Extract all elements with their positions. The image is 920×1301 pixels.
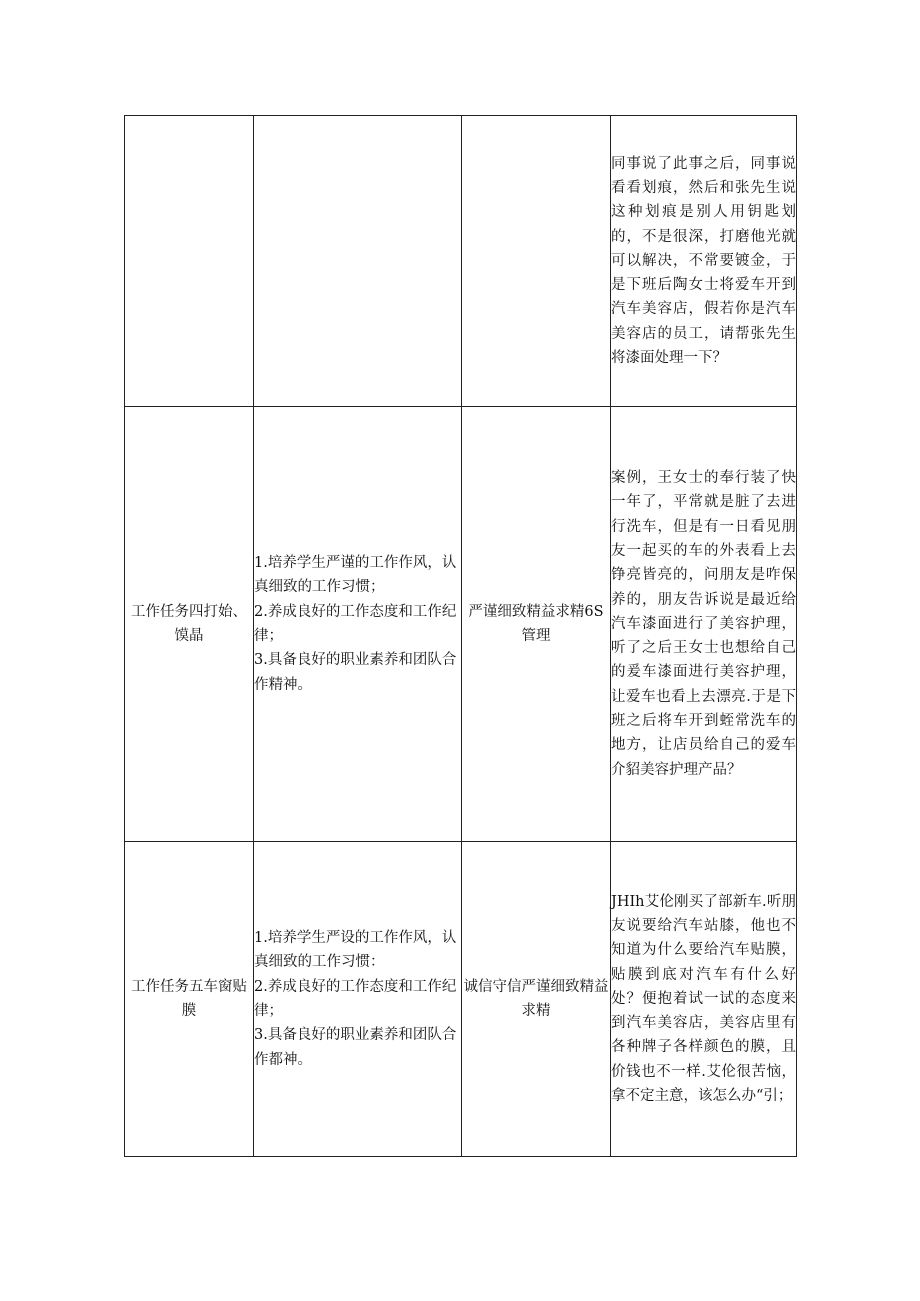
quality-cell bbox=[462, 116, 611, 407]
goal-cell bbox=[254, 842, 462, 1157]
goal-cell bbox=[254, 407, 462, 842]
goal-item: 1.培养学生严设的工作作风，认真细致的工作习惯： bbox=[254, 930, 457, 971]
task-cell bbox=[125, 116, 254, 407]
table-row bbox=[125, 842, 797, 1157]
goal-item: 1.培养学生严谨的工作作风，认真细致的工作习惯； bbox=[254, 555, 457, 596]
curriculum-table bbox=[124, 115, 797, 1157]
quality-cell: 严谨细致精益求精6S管理 bbox=[462, 407, 611, 842]
task-cell: 工作任务四打始、馍晶 bbox=[125, 407, 254, 842]
table-row bbox=[125, 116, 797, 407]
case-cell: 案例，王女士的奉行装了快一年了，平常就是脏了去进行洗车，但是有一日看见朋友一起买的车的外表看上去铮亮皆亮的，问朋友是咋保养的，朋友告诉说是最近给汽车漆面进行了美容护理，听了之后王女士也想给自己的爰车漆面进行美容护理，让爱车也看上去漂亮.于是下班之后将车开到蛭常洗车的地方，让店员给自己的爱车介貂美容护理产品？ bbox=[611, 407, 797, 842]
case-cell: JHIh艾伦刚买了部新车.听朋友说要给汽车站膝，他也不知道为什么要给汽车贴膜，贴膜到底对汽车有什么好处？便抱着试一试的态度来到汽车美容店，美容店里有各种牌子各样颜色的膜，且价钱也不一样.艾伦很苦恼，拿不定主意，该怎么办“引； bbox=[611, 842, 797, 1157]
goal-cell bbox=[254, 116, 462, 407]
goal-item: 3.具备良好的职业素养和团队合作精神。 bbox=[254, 652, 457, 693]
task-cell: 工作任务五车窗贴膜 bbox=[125, 842, 254, 1157]
goal-item: 2.养成良好的工作态度和工作纪律； bbox=[254, 603, 457, 644]
table-row bbox=[125, 407, 797, 842]
case-cell: 同事说了此事之后，同事说看看划痕，然后和张先生说这种划痕是别人用钥匙划的，不是很深，打磨他光就可以解决，不常要镀金，于是下班后陶女士将爱车开到汽车美容店，假若你是汽车美容店的员工，请帮张先生将漆面处理一下？ bbox=[611, 116, 797, 407]
goal-item: 2.养成良好的工作态度和工作纪律； bbox=[254, 978, 457, 1019]
quality-cell: 诚信守信严谨细致精益求精 bbox=[462, 842, 611, 1157]
goal-item: 3.具备良好的职业素养和团队合作都神。 bbox=[254, 1027, 457, 1068]
